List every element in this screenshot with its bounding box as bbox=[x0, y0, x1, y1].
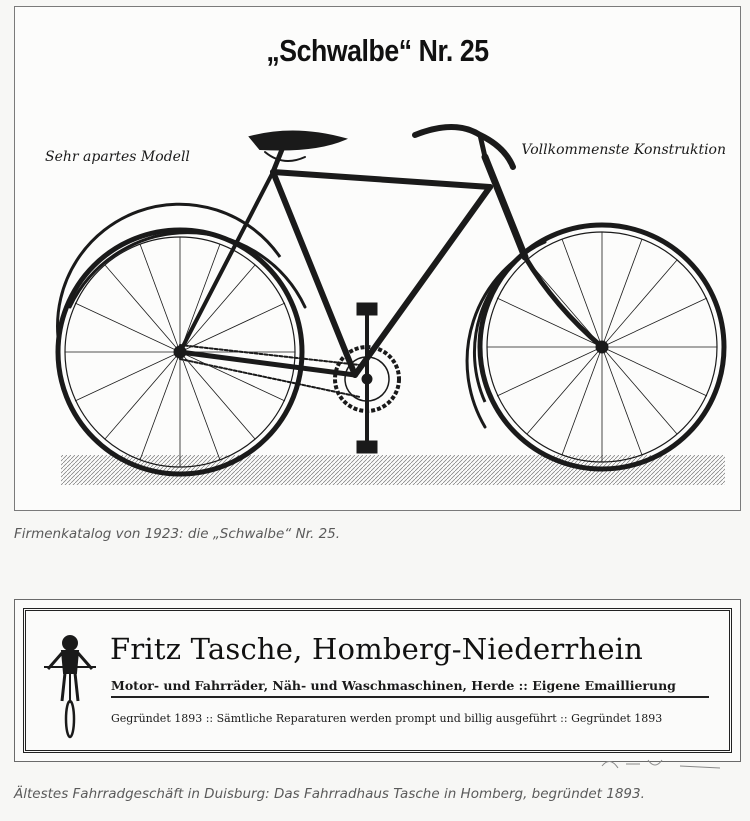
right-slogan: Vollkommenste Konstruktion bbox=[521, 142, 726, 158]
shop-founded-line: Gegründet 1893 :: Sämtliche Reparaturen werden prompt und billig ausgeführt :: Gegründet 1893 bbox=[111, 712, 663, 725]
left-slogan: Sehr apartes Modell bbox=[45, 149, 190, 165]
catalog-advertisement bbox=[14, 6, 741, 511]
caption-catalog: Firmenkatalog von 1923: die „Schwalbe“ Nr. 25. bbox=[14, 526, 341, 542]
handwritten-mark bbox=[600, 754, 740, 774]
cyclist-illustration bbox=[26, 611, 111, 752]
catalog-title: „Schwalbe“ Nr. 25 bbox=[266, 33, 489, 68]
shop-name: Fritz Tasche, Homberg-Niederrhein bbox=[110, 632, 644, 666]
shop-products: Motor- und Fahrräder, Näh- und Waschmaschinen, Herde :: Eigene Emaillierung bbox=[111, 678, 709, 698]
caption-shop: Ältestes Fahrradgeschäft in Duisburg: Das Fahrradhaus Tasche in Homberg, begründet 1893. bbox=[14, 786, 645, 802]
rear-wheel bbox=[58, 204, 302, 474]
shop-advertisement bbox=[14, 599, 741, 762]
bicycle-illustration bbox=[15, 7, 740, 510]
